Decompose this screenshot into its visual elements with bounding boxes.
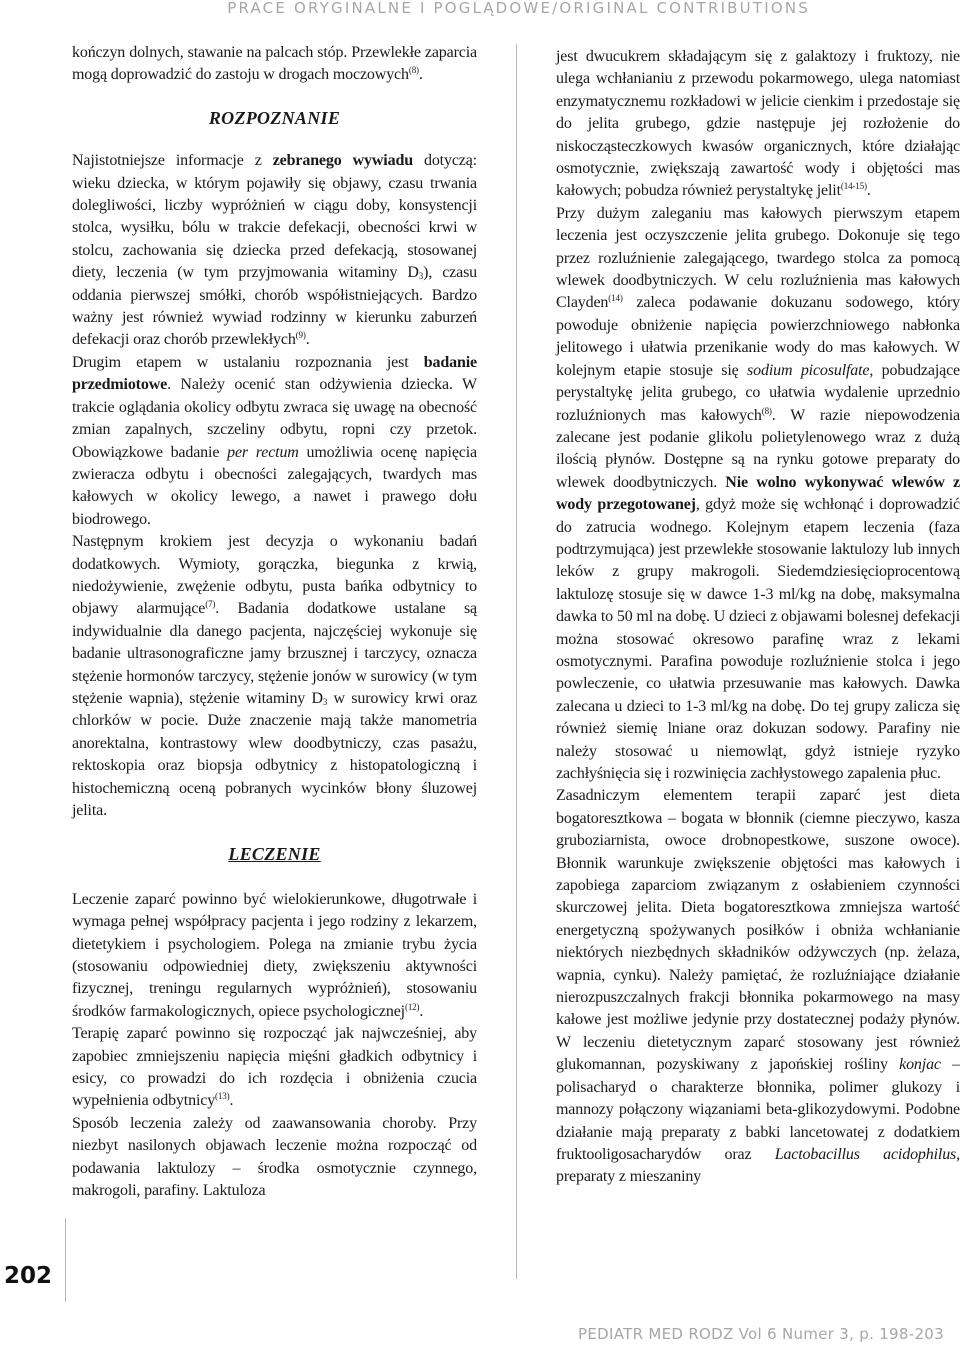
- paragraph-diet: Zasadniczym elementem terapii zaparć jest dieta bogatoresztkowa – bogata w błonnik (ciemne pieczywo, kasza gruboziarnista, owoce drobnopestkowe, suszone owoce). Błonnik warunkuje zwiększenie objętości mas kałowych i zapobiega zaparciom związanym z osłabieniem czynności skurczowej jelita. Dieta bogatoresztkowa zmniejsza wartość energetyczną spożywanych posiłków i obniża wchłanianie niektórych niezbędnych składników odżywczych (np. żelaza, wapnia, cynku). Należy pamiętać, że rozluźniające działanie nierozpuszczalnych frakcji błonnika pokarmowego na masy kałowe jest możliwe jedynie przy dostatecznej podaży płynów. W leczeniu dietetycznym zaparć stosowany jest również glukomannan, pozyskiwany z japońskiej rośliny konjac – polisacharyd o charakterze błonnika, polimer glukozy i mannozy połączony wiązaniami beta-glikozydowymi. Podobne działanie mają preparaty z babki lancetowatej z dodatkiem fruktooligosacharydów oraz Lactobacillus acidophilus, preparaty z mieszaniny: [556, 787, 960, 1186]
- right-column: [556, 46, 960, 1189]
- journal-citation: PEDIATR MED RODZ Vol 6 Numer 3, p. 198-203: [578, 1325, 944, 1343]
- paragraph-interview: Najistotniejsze informacje z zebranego wywiadu dotyczą: wieku dziecka, w którym pojawiły się objawy, czasu trwania dolegliwości, liczby wypróżnień w ciągu doby, konsystencji stolca, wysiłku, bólu w trakcie defekacji, obecności krwi w stolcu, zachowania się dziecka przed defekacją, stosowanej diety, leczenia (w tym przyjmowania witaminy $D_3$), czasu oddania pierwszej smółki, chorób współistniejących. Bardzo ważny jest również wywiad rodzinny w kierunku zaburzeń defekacji oraz chorób przewlekłych$^{(9)}$.: [72, 152, 477, 349]
- column-divider: [516, 44, 517, 1279]
- page-number: 202: [4, 1263, 53, 1289]
- paragraph-lactulose: jest dwucukrem składającym się z galaktozy i fruktozy, nie ulega wchłanianiu z przewodu pokarmowego, ulega natomiast enzymatycznemu rozkładowi w jelicie cienkim i przedostaje się do jelita grubego, gdzie następuje jej rozłożenie do niskocząsteczkowych kwasów organicznych, które działając osmotycznie, zwiększają zawartość wody i objętości mas kałowych; pobudza również perystaltykę jelit$^{(14-15)}$.: [556, 48, 960, 200]
- left-column: [72, 42, 477, 1203]
- paragraph-treatment-2: Terapię zaparć powinno się rozpocząć jak najwcześniej, aby zapobiec zmniejszeniu napięcia mięśni gładkich odbytnicy i esicy, co prowadzi do ich rozdęcia i obniżenia czucia wypełnienia odbytnicy$^{(13)}$.: [72, 1025, 477, 1110]
- paragraph-fecal-retention: Przy dużym zaleganiu mas kałowych pierwszym etapem leczenia jest oczyszczenie jelita grubego. Dokonuje się tego przez rozluźnienie zalegającego, twardego stolca za pomocą wlewek doodbytniczych. W celu rozluźnienia mas kałowych Clayden$^{(14)}$ zaleca podawanie dokuzanu sodowego, który powoduje obniżenie napięcia powierzchniowego nabłonka jelitowego i ułatwia przenikanie wody do mas kałowych. W kolejnym etapie stosuje się sodium picosulfate, pobudzające perystaltykę jelita grubego, co ułatwia wydalenie uprzednio rozluźnionych mas kałowych$^{(8)}$. W razie niepowodzenia zalecane jest podanie glikolu polietylenowego wraz z dużą ilością płynów. Dostępne są na rynku gotowe preparaty do wlewek doodbytniczych. Nie wolno wykonywać wlewów z wody przegotowanej, gdyż może się wchłonąć i doprowadzić do zatrucia wodnego. Kolejnym etapem leczenia (faza podtrzymująca) jest przewlekłe stosowanie laktulozy lub innych leków z grupy makrogoli. Siedemdziesięcioprocentową laktulozę stosuje się w dawce 1-3 ml/kg na dobę, maksymalna dawka to 50 ml na dobę. U dzieci z objawami bolesnej defekacji można stosować okresowo parafinę wraz z lekami osmotycznymi. Parafina powoduje rozluźnienie stolca i jego powleczenie, co ułatwia przesuwanie mas kałowych. Dawka zalecana u dzieci to 1-3 ml/kg na dobę. Do tej grupy zalicza się również siemię lniane oraz dokuzan sodowy. Parafiny nie należy stosować u niemowląt, gdyż istnieje ryzyko zachłyśnięcia się i rozwinięcia zachłystowego zapalenia płuc.: [556, 204, 960, 782]
- paragraph-intro: kończyn dolnych, stawanie na palcach stóp. Przewlekłe zaparcia mogą doprowadzić do zastoju w drogach moczowych$^{(8)}$.: [72, 44, 477, 84]
- heading-diagnosis: ROZPOZNANIE: [208, 107, 341, 128]
- page-header: [0, 0, 960, 26]
- paragraph-exam: Drugim etapem w ustalaniu rozpoznania jest badanie przedmiotowe. Należy ocenić stan odżywienia dziecka. W trakcie oglądania okolicy odbytu zwraca się uwagę na obecność zmian zapalnych, szczeliny odbytu, ropni czy przetok. Obowiązkowe badanie per rectum umożliwia ocenę napięcia zwieracza odbytu i obecności zalegających, twardych mas kałowych w okolicy lewego, a nawet i prawego dołu biodrowego.: [72, 353, 477, 528]
- section-header-title: PRACE ORYGINALNE I POGLĄDOWE/ORIGINAL CONTRIBUTIONS: [227, 0, 810, 17]
- paragraph-treatment-1: Leczenie zaparć powinno być wielokierunkowe, długotrwałe i wymaga pełnej współpracy pacjenta i jego rodziny z lekarzem, dietetykiem i psychologiem. Polega na zmianie trybu życia (stosowaniu odpowiedniej diety, zwiększeniu aktywności fizycznej, treningu regularnych wypróżnień), stosowaniu środków farmakologicznych, opiece psychologicznej$^{(12)}$.: [72, 890, 477, 1020]
- page-number-rule: [65, 1218, 66, 1302]
- heading-treatment: LECZENIE: [228, 844, 321, 865]
- paragraph-additional-tests: Następnym krokiem jest decyzja o wykonaniu badań dodatkowych. Wymioty, gorączka, biegunka z krwią, niedożywienie, zwężenie odbytu, pusta bańka odbytnicy to objawy alarmujące$^{(7)}$. Badania dodatkowe ustalane są indywidualnie dla danego pacjenta, najczęściej wykonuje się badanie ultrasonograficzne jamy brzusznej i tarczycy, oznacza stężenie hormonów tarczycy, stężenie jonów w surowicy (w tym stężenie wapnia), stężenie witaminy $D_3$ w surowicy krwi oraz chlorków w pocie. Duże znaczenie mają także manometria anorektalna, kontrastowy wlew doodbytniczy, czas pasażu, rektoskopia oraz biopsja odbytnicy z histopatologiczną i histochemiczną oceną pobranych wycinków błony śluzowej jelita.: [72, 533, 477, 819]
- paragraph-treatment-3: Sposób leczenia zależy od zaawansowania choroby. Przy niezbyt nasilonych objawach leczenie można rozpocząć od podawania laktulozy – środka osmotycznie czynnego, makrogoli, parafiny. Laktuloza: [72, 1114, 477, 1200]
